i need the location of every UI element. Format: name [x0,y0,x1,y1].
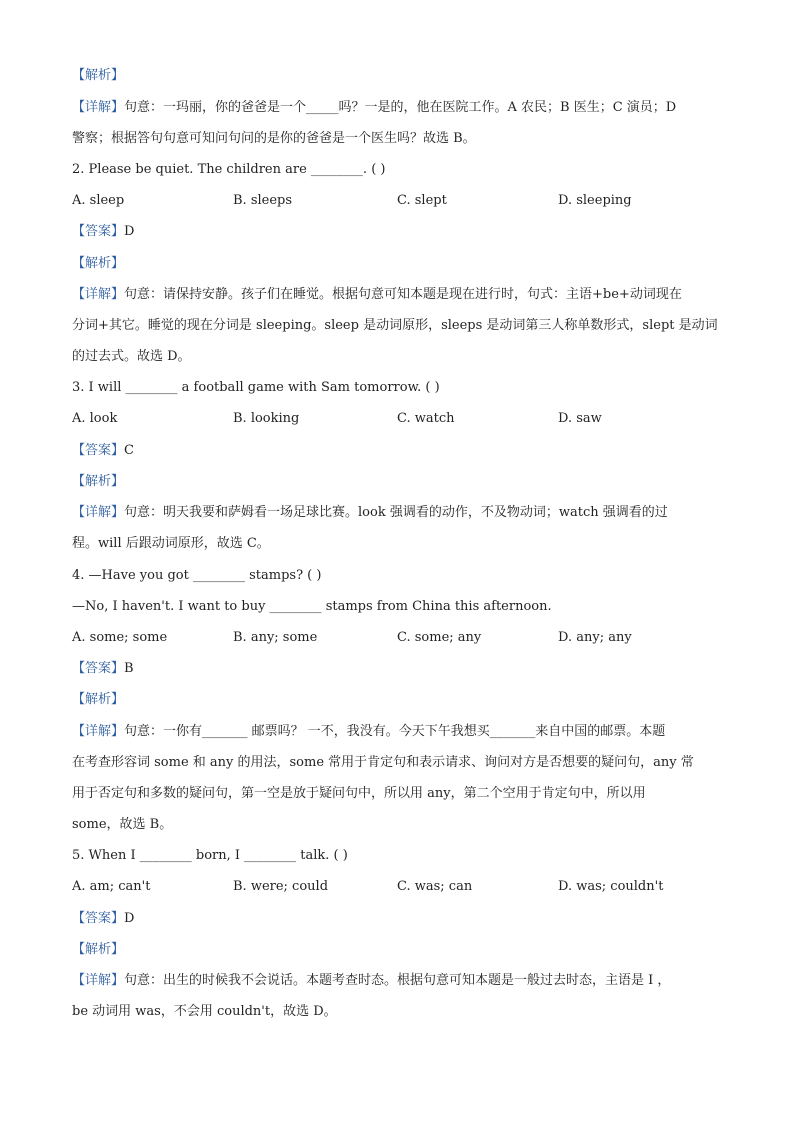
option-b: B. looking [233,411,300,426]
answer-value: C [124,443,134,458]
detail-line: be 动词用 was，不会用 couldn't，故选 D。 [72,1004,337,1019]
answer-line: 【答案】D [72,224,135,239]
option-c: C. some; any [397,630,482,645]
option-c: C. was; can [397,879,473,894]
option-b: B. any; some [233,630,318,645]
answer-line: 【答案】D [72,911,135,926]
option-a: A. sleep [72,193,125,208]
detail-line: 程。will 后跟动词原形，故选 C。 [72,536,270,551]
option-a: A. am; can't [72,879,151,894]
detail-text: 句意：出生的时候我不会说话。本题考查时态。根据句意可知本题是一般过去时态，主语是 I ， [124,973,671,988]
detail-text: 句意：一玛丽，你的爸爸是一个_____吗？一是的，他在医院工作。A 农民；B 医生；C 演员；D [124,100,677,115]
answer-line: 【答案】B [72,661,134,676]
detail-line: 【详解】句意：一玛丽，你的爸爸是一个_____吗？一是的，他在医院工作。A 农民；B 医生；C 演员；D [72,100,677,115]
option-b: B. were; could [233,879,329,894]
answer-value: D [124,911,135,926]
detail-line: 警察；根据答句句意可知问句问的是你的爸爸是一个医生吗？故选 B。 [72,131,476,146]
detail-text: 句意：一你有_______ 邮票吗？ 一不，我没有。今天下午我想买_______来自中国的邮票。本题 [124,724,666,739]
detail-line: 【详解】句意：一你有_______ 邮票吗？ 一不，我没有。今天下午我想买_______来自中国的邮票。本题 [72,724,666,739]
detail-text: 句意：请保持安静。孩子们在睡觉。根据句意可知本题是现在进行时，句式：主语+be+动词现在 [124,287,682,302]
question-stem-reply: —No, I haven't. I want to buy ________ stamps from China this afternoon. [72,599,552,614]
option-d: D. sleeping [558,193,632,208]
option-a: A. some; some [72,630,168,645]
answer-value: B [124,661,134,676]
option-a: A. look [72,411,118,426]
option-c: C. slept [397,193,447,208]
detail-line: 【详解】句意：请保持安静。孩子们在睡觉。根据句意可知本题是现在进行时，句式：主语+be+动词现在 [72,287,682,302]
detail-line: some，故选 B。 [72,817,173,832]
detail-line: 分词+其它。睡觉的现在分词是 sleeping。sleep 是动词原形，sleeps 是动词第三人称单数形式，slept 是动词 [72,318,718,333]
answer-value: D [124,224,135,239]
option-c: C. watch [397,411,455,426]
detail-line: 用于否定句和多数的疑问句，第一空是放于疑问句中，所以用 any，第二个空用于肯定句中，所以用 [72,786,646,801]
question-stem: 4. —Have you got ________ stamps? ( ) [72,568,322,583]
analysis-label: 【解析】 [72,474,125,489]
analysis-label: 【解析】 [72,692,125,707]
option-d: D. was; couldn't [558,879,664,894]
answer-line: 【答案】C [72,443,134,458]
detail-line: 【详解】句意：出生的时候我不会说话。本题考查时态。根据句意可知本题是一般过去时态，主语是 I ， [72,973,671,988]
question-stem: 2. Please be quiet. The children are ________. ( ) [72,162,386,177]
analysis-label: 【解析】 [72,68,125,83]
option-b: B. sleeps [233,193,293,208]
question-stem: 3. I will ________ a football game with Sam tomorrow. ( ) [72,380,440,395]
question-stem: 5. When I ________ born, I ________ talk. ( ) [72,848,348,863]
analysis-label: 【解析】 [72,942,125,957]
analysis-label: 【解析】 [72,256,125,271]
detail-line: 在考查形容词 some 和 any 的用法，some 常用于肯定句和表示请求、询问对方是否想要的疑问句，any 常 [72,755,694,770]
detail-line: 【详解】句意：明天我要和萨姆看一场足球比赛。look 强调看的动作，不及物动词；watch 强调看的过 [72,505,668,520]
detail-text: 句意：明天我要和萨姆看一场足球比赛。look 强调看的动作，不及物动词；watch 强调看的过 [124,505,668,520]
detail-line: 的过去式。故选 D。 [72,349,191,364]
option-d: D. saw [558,411,602,426]
option-d: D. any; any [558,630,632,645]
